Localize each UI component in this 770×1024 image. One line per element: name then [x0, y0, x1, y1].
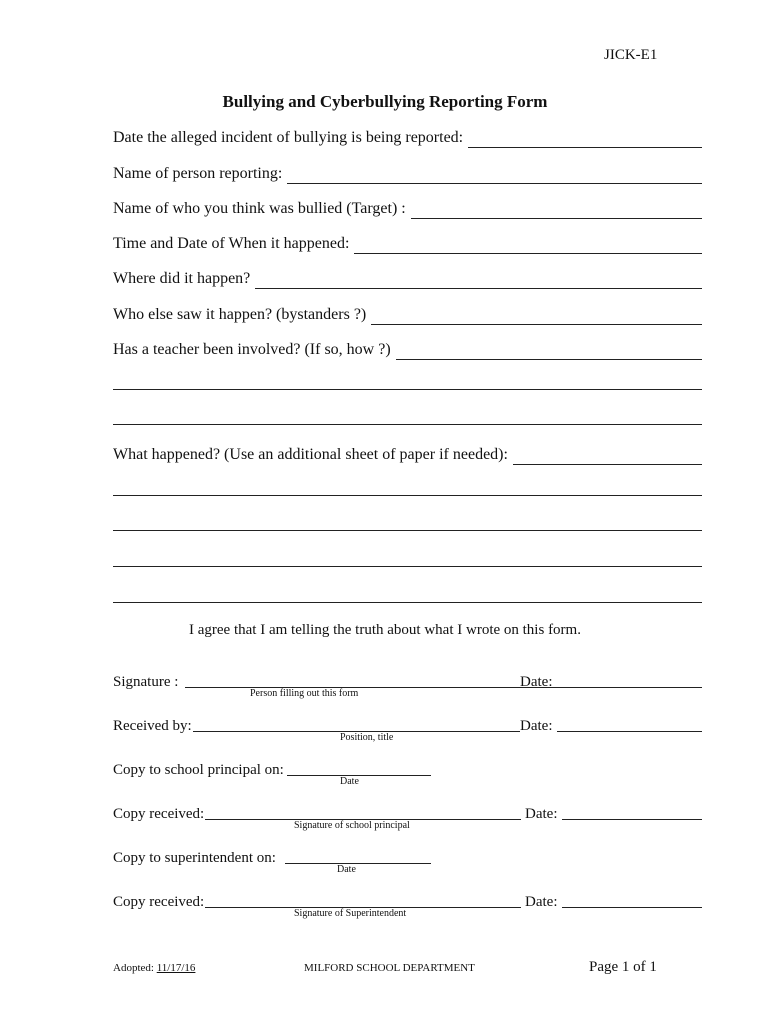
copy-received-principal-label: Copy received: — [113, 806, 205, 822]
copy-received-principal-date-label: Date: — [525, 806, 558, 822]
copy-received-superintendent-row — [113, 891, 702, 911]
copy-received-superintendent-hint: Signature of Superintendent — [294, 908, 407, 919]
what-happened-line-4[interactable] — [113, 602, 702, 603]
agreement-statement: I agree that I am telling the truth about what I wrote on this form. — [189, 622, 581, 638]
signature-row — [113, 671, 702, 691]
field-label: Name of who you think was bullied (Target) : — [113, 200, 406, 217]
signature-hint: Person filling out this form — [250, 688, 359, 699]
field-label: Date the alleged incident of bullying is being reported: — [113, 129, 464, 146]
copy-superintendent-label: Copy to superintendent on: — [113, 850, 276, 866]
received-date-label: Date: — [520, 718, 553, 734]
field-location — [113, 269, 702, 289]
footer-department: MILFORD SCHOOL DEPARTMENT — [304, 962, 475, 974]
adopted-label: Adopted: — [113, 962, 154, 974]
received-row — [113, 715, 702, 735]
field-what-happened — [113, 445, 702, 465]
received-date-input[interactable] — [557, 731, 702, 732]
footer-adopted — [113, 962, 195, 974]
copy-superintendent-row — [113, 847, 702, 867]
copy-received-superintendent-date-input[interactable] — [562, 907, 702, 908]
copy-principal-date-input[interactable] — [287, 775, 431, 776]
page-number: Page 1 of 1 — [589, 959, 657, 975]
field-label: What happened? (Use an additional sheet of paper if needed): — [113, 446, 508, 463]
reporter-name-input[interactable] — [287, 169, 702, 184]
teacher-involved-input[interactable] — [396, 345, 702, 360]
time-date-input[interactable] — [354, 239, 702, 254]
teacher-involved-extra-line-1[interactable] — [113, 389, 702, 390]
copy-received-principal-hint: Signature of school principal — [294, 820, 410, 831]
field-teacher-involved — [113, 340, 702, 360]
field-report-date — [113, 128, 702, 148]
bystanders-input[interactable] — [371, 310, 702, 325]
signature-date-input[interactable] — [557, 687, 702, 688]
received-label: Received by: — [113, 718, 192, 734]
signature-label: Signature : — [113, 674, 179, 690]
signature-date-label: Date: — [520, 674, 553, 690]
target-name-input[interactable] — [411, 204, 702, 219]
what-happened-line-2[interactable] — [113, 530, 702, 531]
copy-principal-hint: Date — [340, 776, 359, 787]
what-happened-line-3[interactable] — [113, 566, 702, 567]
field-label: Time and Date of When it happened: — [113, 235, 350, 252]
copy-principal-label: Copy to school principal on: — [113, 762, 284, 778]
copy-received-principal-date-input[interactable] — [562, 819, 702, 820]
copy-received-superintendent-label: Copy received: — [113, 894, 205, 910]
what-happened-line-1[interactable] — [113, 495, 702, 496]
form-code: JICK-E1 — [604, 47, 658, 63]
field-label: Who else saw it happen? (bystanders ?) — [113, 306, 367, 323]
report-date-input[interactable] — [468, 133, 702, 148]
field-label: Has a teacher been involved? (If so, how ?) — [113, 341, 391, 358]
field-label: Name of person reporting: — [113, 165, 283, 182]
adopted-date: 11/17/16 — [156, 962, 196, 974]
field-target-name — [113, 199, 702, 219]
copy-superintendent-hint: Date — [337, 864, 356, 875]
field-time-date — [113, 234, 702, 254]
field-bystanders — [113, 305, 702, 325]
teacher-involved-extra-line-2[interactable] — [113, 424, 702, 425]
form-title: Bullying and Cyberbullying Reporting Form — [222, 92, 548, 111]
copy-superintendent-date-input[interactable] — [285, 863, 431, 864]
field-reporter-name — [113, 164, 702, 184]
what-happened-input[interactable] — [513, 450, 702, 465]
received-hint: Position, title — [340, 732, 394, 743]
copy-principal-row — [113, 759, 702, 779]
field-label: Where did it happen? — [113, 270, 251, 287]
location-input[interactable] — [255, 274, 702, 289]
copy-received-superintendent-date-label: Date: — [525, 894, 558, 910]
